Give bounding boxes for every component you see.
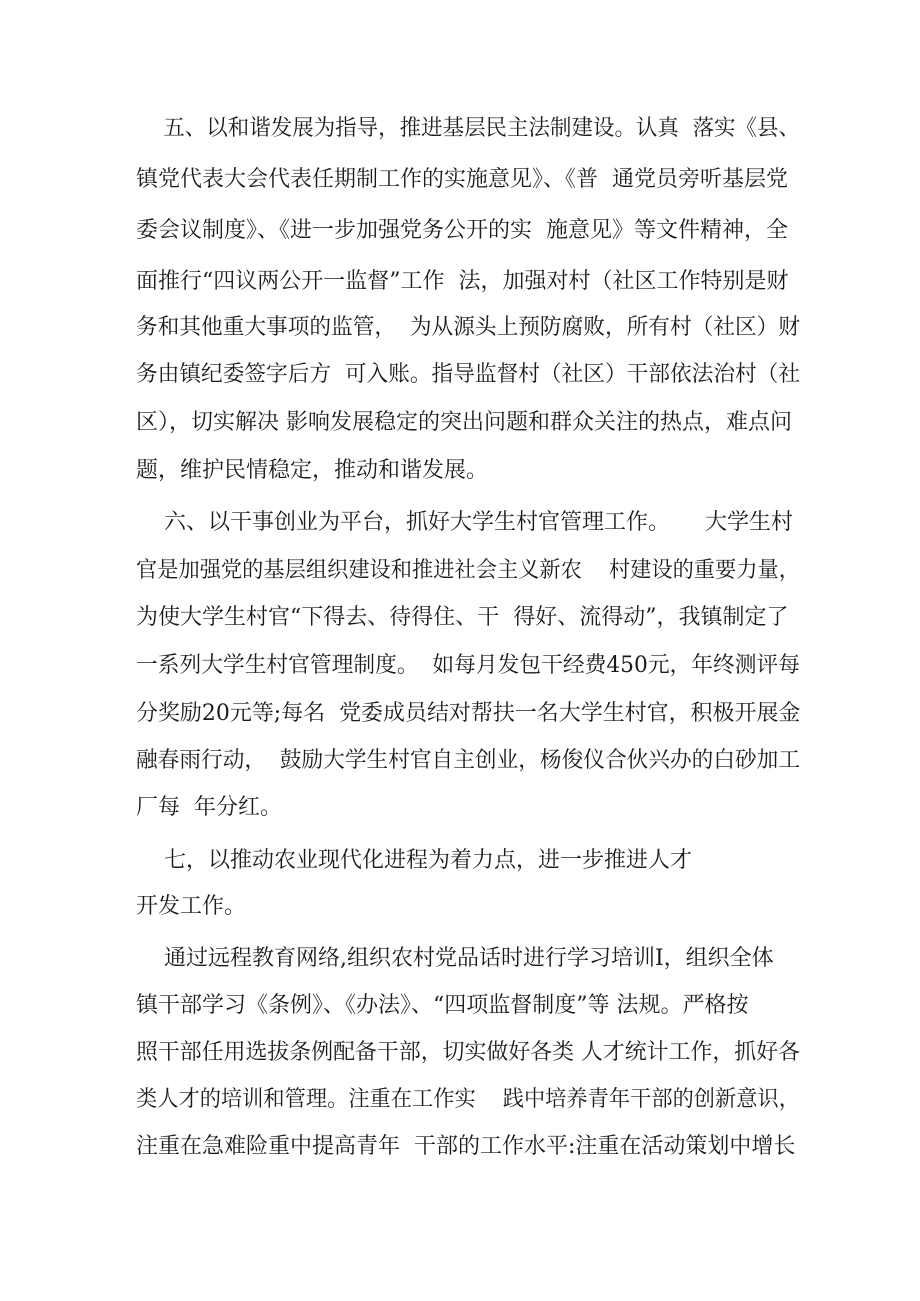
text-line: 官是加强党的基层组织建设和推进社会主义新农 村建设的重要力量， [136, 558, 800, 583]
text-line: 委会议制度》、《进一步加强党务公开的实 施意见》等文件精神，全 [136, 218, 788, 243]
text-line: 类人才的培训和管理。注重在工作实 践中培养青年干部的创新意识， [136, 1087, 800, 1112]
text-line: 分奖励20元等;每名 党委成员结对帮扶一名大学生村官，积极开展金 [136, 701, 801, 726]
text-line: 厂每 年分红。 [136, 795, 282, 820]
text-line: 一系列大学生村官管理制度。 如每月发包干经费450元，年终测评每 [136, 653, 800, 678]
text-line: 融春雨行动， 鼓励大学生村官自主创业，杨俊仪合伙兴办的白砂加工 [136, 748, 801, 773]
text-line: 面推行“四议两公开一监督”工作 法，加强对村（社区工作特别是财 [136, 269, 789, 294]
text-line: 六、以干事创业为平台，抓好大学生村官管理工作。 大学生村 [136, 510, 793, 535]
text-line: 务由镇纪委签字后方 可入账。指导监督村（社区）干部依法治村（社 [136, 362, 801, 387]
text-line: 镇党代表大会代表任期制工作的实施意见》、《普 通党员旁听基层党 [136, 167, 788, 192]
text-line: 开发工作。 [136, 894, 247, 919]
text-line: 为使大学生村官“下得去、待得住、干 得好、流得动”，我镇制定了 [136, 605, 789, 630]
text-line: 区），切实解决 影响发展稳定的突出问题和群众关注的热点，难点问 [136, 410, 792, 435]
text-line: 镇干部学习《条例》、《办法》、“四项监督制度”等 法规。严格按 [136, 993, 749, 1018]
text-line: 照干部任用选拔条例配备干部，切实做好各类 人才统计工作，抓好各 [136, 1040, 800, 1065]
text-line: 务和其他重大事项的监管， 为从源头上预防腐败，所有村（社区）财 [136, 315, 801, 340]
text-line: 注重在急难险重中提高青年 干部的工作水平:注重在活动策划中增长 [136, 1134, 796, 1159]
text-line: 题，维护民情稳定，推动和谐发展。 [136, 458, 489, 483]
text-line: 五、以和谐发展为指导，推进基层民主法制建设。认真 落实《县、 [136, 116, 800, 141]
text-line: 七，以推动农业现代化进程为着力点，进一步推进人才 [136, 848, 692, 873]
text-line: 通过远程教育网络,组织农村党品话时进行学习培训I，组织全体 [136, 946, 774, 971]
